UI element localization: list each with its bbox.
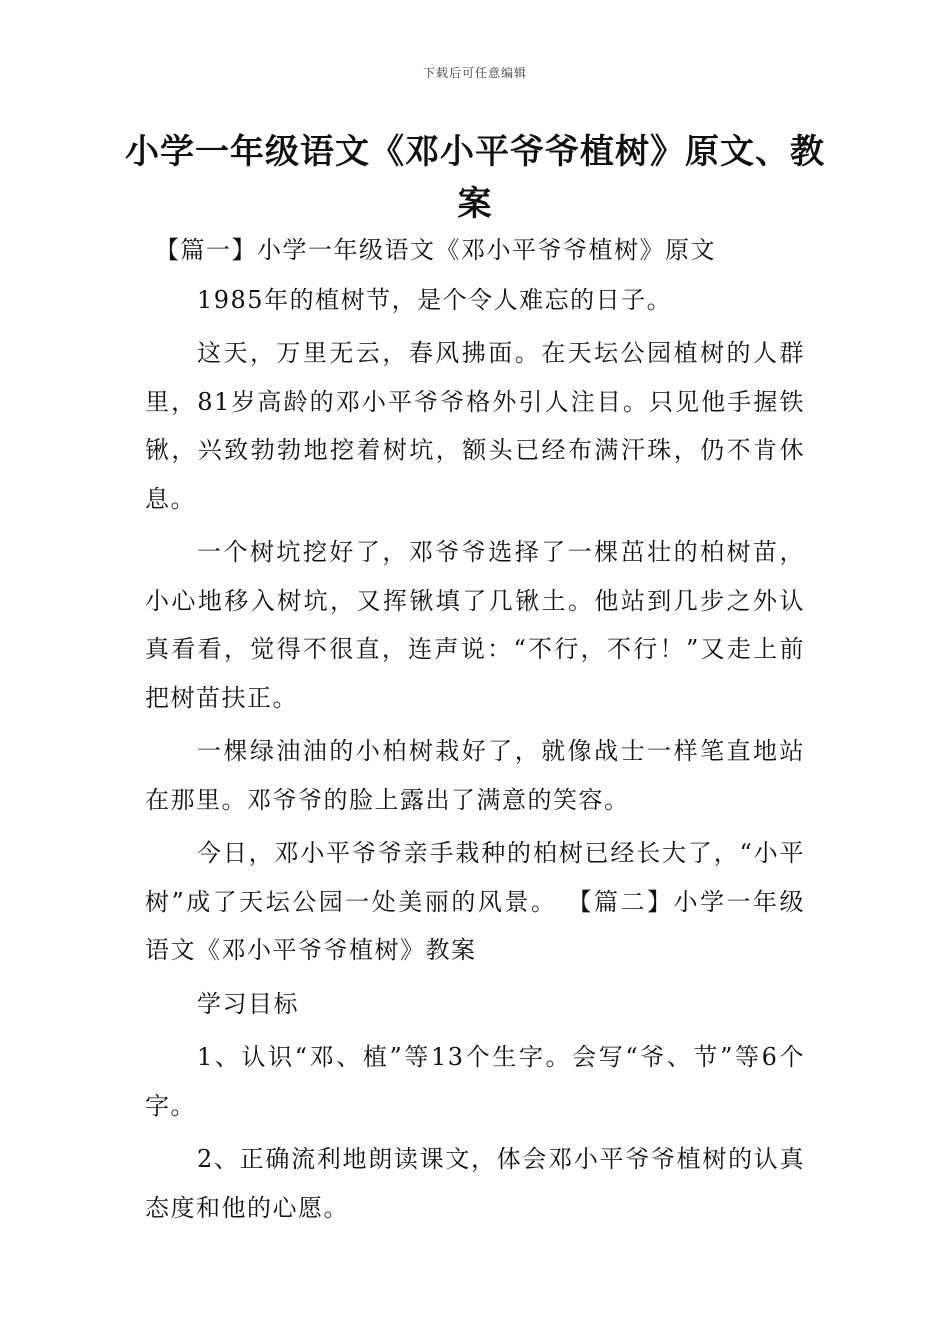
paragraph-goal-1: 1、认识“邓、植”等13个生字。会写“爷、节”等6个字。 <box>145 1043 805 1120</box>
paragraph-1: 1985年的植树节，是个令人难忘的日子。 <box>197 285 673 314</box>
paragraph-goal-2: 2、正确流利地朗读课文，体会邓小平爷爷植树的认真态度和他的心愿。 <box>145 1145 805 1222</box>
paragraph-4: 一棵绿油油的小柏树栽好了，就像战士一样笔直地站在那里。邓爷爷的脸上露出了满意的笑容。 <box>145 737 805 814</box>
paragraph-3: 一个树坑挖好了，邓爷爷选择了一棵茁壮的柏树苗，小心地移入树坑，又挥锹填了几锹土。他站到几步之外认真看看，觉得不很直，连声说：“不行，不行！”又走上前把树苗扶正。 <box>145 538 805 712</box>
paragraph-2: 这天，万里无云，春风拂面。在天坛公园植树的人群里，81岁高龄的邓小平爷爷格外引人注目。只见他手握铁锹，兴致勃勃地挖着树坑，额头已经布满汗珠，仍不肯休息。 <box>145 339 805 513</box>
document-title: 小学一年级语文《邓小平爷爷植树》原文、教案 <box>125 132 825 224</box>
section-heading: 【篇一】小学一年级语文《邓小平爷爷植树》原文 <box>155 236 716 264</box>
header-note: 下载后可任意编辑 <box>422 66 527 80</box>
paragraph-learning-goals: 学习目标 <box>197 989 299 1018</box>
document-body <box>145 226 805 1232</box>
paragraph-5: 今日，邓小平爷爷亲手栽种的柏树已经长大了，“小平树”成了天坛公园一处美丽的风景。 【篇二】小学一年级语文《邓小平爷爷植树》教案 <box>145 839 805 964</box>
